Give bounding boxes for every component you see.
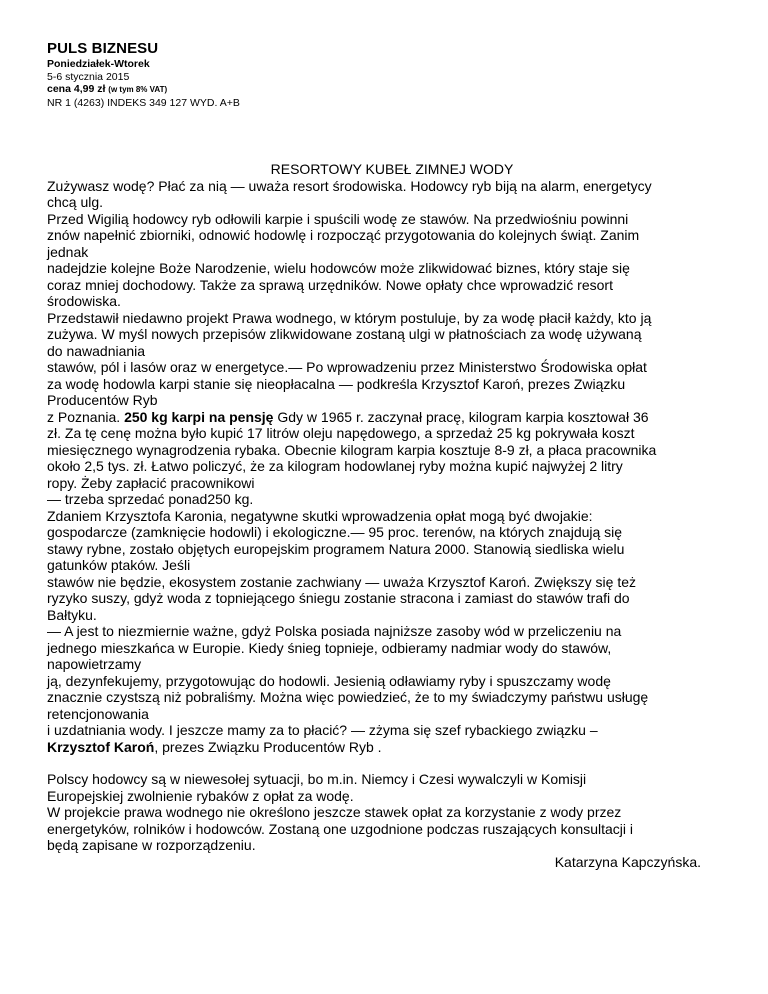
article-line: około 2,5 tys. zł. Łatwo policzyć, że za kilogram hodowlanej ryby można kupić najwyżej 2 litry: [47, 458, 623, 474]
article-line: W projekcie prawa wodnego nie określono jeszcze stawek opłat za korzystanie z wody przez: [47, 804, 622, 820]
author-signature: Katarzyna Kapczyńska.: [554, 853, 701, 870]
article-line: do nawadniania: [47, 342, 146, 359]
article-line: retencjonowania: [47, 705, 149, 722]
quote-author-name: Krzysztof Karoń: [47, 738, 155, 755]
quote-author-title: , prezes Związku Producentów Ryb .: [154, 738, 382, 755]
article-line: Europejskiej zwolnienie rybaków z opłat za wodę.: [47, 787, 354, 804]
article-line: stawów, pól i lasów oraz w energetyce.— Po wprowadzeniu przez Ministerstwo Środowiska opłat: [47, 359, 647, 375]
article-body-block-3: [47, 771, 727, 854]
article-line: Przed Wigilią hodowcy ryb odłowili karpie i spuścili wodę ze stawów. Na przedwiośniu powinni: [47, 210, 629, 227]
article-line: ją, dezynfekujemy, przygotowując do hodowli. Jesienią odławiamy ryby i spuszczamy wodę: [47, 672, 611, 689]
paragraph-gap: [47, 755, 727, 771]
subhead-bold: 250 kg karpi na pensję: [124, 408, 274, 425]
article-title: RESORTOWY KUBEŁ ZIMNEJ WODY: [270, 161, 514, 177]
subhead-prefix: z Poznania.: [47, 408, 125, 425]
article-line: jednak: [47, 243, 89, 260]
article-line: jednego mieszkańca w Europie. Kiedy śnieg topnieje, odbieramy nadmiar wody do stawów,: [47, 639, 612, 656]
article-line: nadejdzie kolejne Boże Narodzenie, wielu hodowców może zlikwidować biznes, który staje się: [47, 260, 630, 276]
issue-date: 5-6 stycznia 2015: [47, 70, 130, 83]
article-body-block-1: [47, 178, 727, 409]
article-line: znów napełnić zbiorniki, odnowić hodowlę i rozpocząć przygotowania do kolejnych świąt. Zanim: [47, 227, 640, 243]
publication-name: PULS BIZNESU: [47, 40, 159, 57]
article-line: ryzyko suszy, gdyż woda z topniejącego śniegu zostanie stracona i zamiast do stawów trafi do: [47, 590, 630, 606]
article-line: środowiska.: [47, 293, 121, 309]
article-line: znacznie czystszą niż pobraliśmy. Można więc powiedzieć, że to my świadczymy państwu usługę: [47, 689, 649, 705]
article-body-block-2: [47, 425, 727, 739]
article-line: Bałtyku.: [47, 606, 97, 623]
article-line: chcą ulg.: [47, 194, 104, 210]
article-line: ropy. Żeby zapłacić pracownikowi: [47, 474, 255, 491]
article: [47, 161, 727, 870]
article-line: — A jest to niezmiernie ważne, gdyż Polska posiada najniższe zasoby wód w przeliczeniu na: [47, 623, 622, 639]
article-line: energetyków, rolników i hodowców. Zostaną one uzgodnione podczas ruszających konsultacji i: [47, 820, 634, 837]
article-line: zł. Za tę cenę można było kupić 17 litrów oleju napędowego, a sprzedaż 25 kg pokrywała koszt: [47, 425, 635, 441]
article-line: Zużywasz wodę? Płać za nią — uważa resort środowiska. Hodowcy ryb biją na alarm, energetycy: [47, 177, 652, 194]
issue-price: [47, 83, 447, 97]
article-line: za wodę hodowla karpi stanie się nieopłacalna — podkreśla Krzysztof Karoń, prezes Związku: [47, 375, 626, 392]
article-line: coraz mniej dochodowy. Także za sprawą urzędników. Nowe opłaty chce wprowadzić resort: [47, 276, 613, 293]
article-line: Polscy hodowcy są w niewesołej sytuacji, bo m.in. Niemcy i Czesi wywalczyli w Komisji: [47, 771, 587, 787]
article-line: zużywa. W myśl nowych przepisów zlikwidowane zostaną ulgi w płatnościach za wodę używaną: [47, 326, 642, 342]
article-line-subhead: [47, 409, 727, 426]
article-line: będą zapisane w rozporządzeniu.: [47, 837, 256, 853]
article-line: i uzdatniania wody. I jeszcze mamy za to płacić? — zżyma się szef rybackiego związku –: [47, 722, 598, 738]
article-line: stawy rybne, zostało objętych europejskim programem Natura 2000. Stanowią siedliska wielu: [47, 540, 625, 557]
subhead-suffix: Gdy w 1965 r. zaczynał pracę, kilogram karpia kosztował 36: [273, 408, 649, 425]
article-line-quote-author: [47, 739, 727, 756]
issue-number: NR 1 (4263) INDEKS 349 127 WYD. A+B: [47, 96, 240, 109]
article-line: miesięcznego wynagrodzenia rybaka. Obecnie kilogram karpia kosztuje 8-9 zł, a płaca pracownika: [47, 441, 657, 458]
issue-days: Poniedziałek-Wtorek: [47, 58, 150, 70]
article-line: Producentów Ryb: [47, 392, 158, 408]
masthead: [47, 40, 447, 109]
article-line: gospodarcze (zamknięcie hodowli) i ekologiczne.— 95 proc. terenów, na których znajdują się: [47, 524, 623, 540]
price-text: cena 4,99 zł: [47, 83, 106, 95]
article-line: stawów nie będzie, ekosystem zostanie zachwiany — uważa Krzysztof Karoń. Zwiększy się też: [47, 573, 637, 590]
article-line: gatunków ptaków. Jeśli: [47, 557, 191, 573]
article-line: Zdaniem Krzysztofa Karonia, negatywne skutki wprowadzenia opłat mogą być dwojakie:: [47, 507, 593, 524]
article-line: Przedstawił niedawno projekt Prawa wodnego, w którym postuluje, by za wodę płacił każdy, kto ją: [47, 309, 652, 326]
article-line: napowietrzamy: [47, 656, 142, 672]
article-line: — trzeba sprzedać ponad250 kg.: [47, 491, 254, 507]
price-vat-note: (w tym 8% VAT): [108, 85, 168, 94]
